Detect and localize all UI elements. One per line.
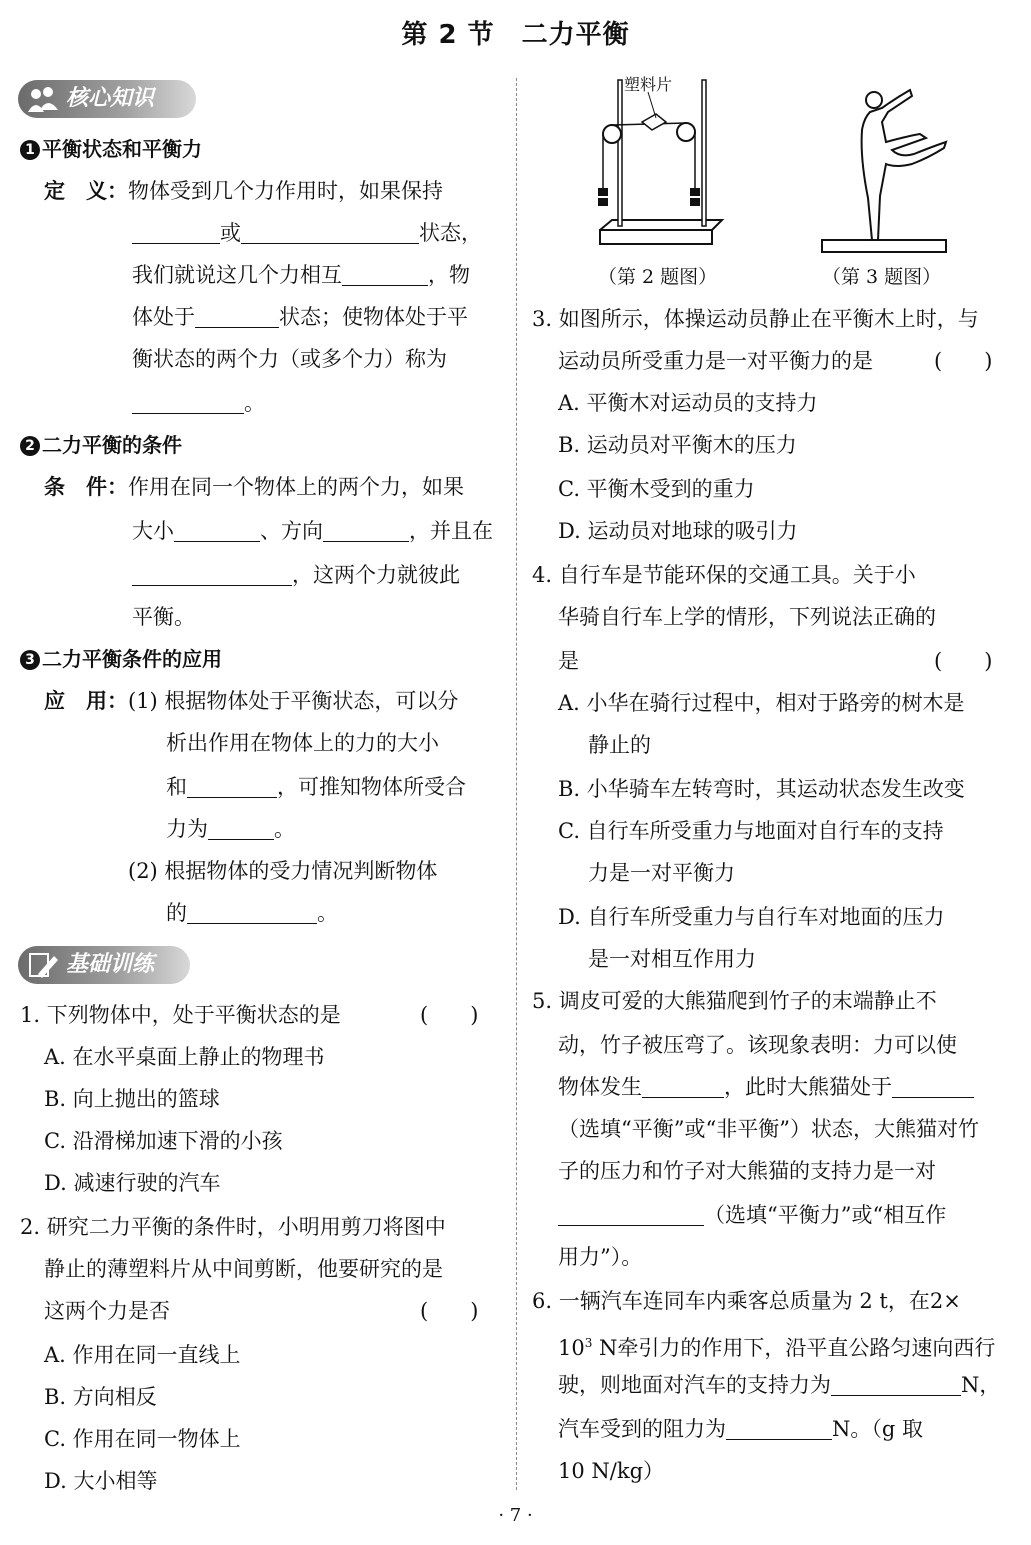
q4-option-c-2: 力是一对平衡力 bbox=[588, 861, 735, 885]
q1-answer-paren: ( ) bbox=[420, 1003, 479, 1027]
text: 10 bbox=[558, 1336, 585, 1360]
blank bbox=[558, 1201, 704, 1226]
app-line-2: 析出作用在物体上的力的大小 bbox=[166, 731, 439, 755]
blank bbox=[892, 1073, 974, 1098]
text: 作用在同一个物体上的两个力，如果 bbox=[128, 475, 464, 499]
q6-line-5: 10 N/kg） bbox=[558, 1459, 665, 1483]
q4-option-d-2: 是一对相互作用力 bbox=[588, 947, 756, 971]
text: 体处于 bbox=[132, 305, 195, 329]
q6-line-1: 6. 一辆汽车连同车内乘客总质量为 2 t，在2× bbox=[532, 1289, 961, 1313]
text: 物体发生 bbox=[558, 1075, 642, 1099]
q3-option-b: B. 运动员对平衡木的压力 bbox=[558, 433, 797, 457]
q4-option-a-1: A. 小华在骑行过程中，相对于路旁的树木是 bbox=[558, 691, 965, 715]
heading-1 bbox=[20, 128, 202, 170]
page-number: · 7 · bbox=[498, 1505, 533, 1526]
text: 的 bbox=[166, 901, 187, 925]
q6-line-4 bbox=[558, 1408, 923, 1450]
q4-option-b: B. 小华骑车左转弯时，其运动状态发生改变 bbox=[558, 777, 965, 801]
q6-line-2 bbox=[558, 1322, 995, 1369]
q3-option-a: A. 平衡木对运动员的支持力 bbox=[558, 391, 818, 415]
q3-option-d: D. 运动员对地球的吸引力 bbox=[558, 519, 798, 543]
blank bbox=[187, 773, 277, 798]
cond-line-2 bbox=[132, 510, 493, 552]
heading-text: 二力平衡的条件 bbox=[42, 433, 182, 457]
superscript: 3 bbox=[584, 1336, 593, 1350]
def-label: 定 义： bbox=[44, 178, 128, 203]
blank bbox=[195, 303, 279, 328]
q4-stem-2: 华骑自行车上学的情形，下列说法正确的 bbox=[558, 605, 936, 629]
page-title: 第 2 节 二力平衡 bbox=[401, 20, 630, 50]
def-line-3 bbox=[132, 254, 470, 296]
blank bbox=[831, 1371, 961, 1396]
text: 。 bbox=[274, 817, 295, 841]
q1-option-b: B. 向上抛出的篮球 bbox=[44, 1087, 220, 1111]
text: 力为 bbox=[166, 817, 208, 841]
blank bbox=[241, 219, 419, 244]
app-line-3 bbox=[166, 766, 466, 808]
banner-text: 基础训练 bbox=[66, 952, 155, 977]
cond-label: 条 件： bbox=[44, 474, 128, 499]
text: 状态；使物体处于平 bbox=[279, 305, 468, 329]
q3-stem-2: 运动员所受重力是一对平衡力的是 bbox=[558, 349, 873, 373]
text: 和 bbox=[166, 775, 187, 799]
q2-option-b: B. 方向相反 bbox=[44, 1385, 157, 1409]
q3-stem-1: 3. 如图所示，体操运动员静止在平衡木上时，与 bbox=[532, 307, 979, 331]
text: 。 bbox=[317, 901, 338, 925]
text: N牵引力的作用下，沿平直公路匀速向西行 bbox=[592, 1336, 996, 1360]
heading-2 bbox=[20, 424, 182, 466]
heading-number: 1 bbox=[20, 140, 40, 160]
fig2-caption: （第 2 题图） bbox=[598, 266, 718, 288]
heading-text: 二力平衡条件的应用 bbox=[42, 647, 222, 671]
def-line-2 bbox=[132, 212, 482, 254]
blank bbox=[342, 261, 428, 286]
app-line-6 bbox=[166, 892, 338, 934]
q2-stem-1: 2. 研究二力平衡的条件时，小明用剪刀将图中 bbox=[20, 1215, 446, 1239]
blank bbox=[642, 1073, 724, 1098]
text: ，此时大熊猫处于 bbox=[724, 1075, 892, 1099]
q4-stem-3: 是 bbox=[558, 649, 579, 673]
heading-number: 2 bbox=[20, 436, 40, 456]
blank bbox=[187, 899, 317, 924]
q6-line-3 bbox=[558, 1364, 1000, 1406]
app-label: 应 用： bbox=[44, 688, 128, 713]
q2-option-d: D. 大小相等 bbox=[44, 1469, 158, 1493]
q1-stem: 1. 下列物体中，处于平衡状态的是 bbox=[20, 1003, 341, 1027]
text: 或 bbox=[220, 221, 241, 245]
text: 汽车受到的阻力为 bbox=[558, 1417, 726, 1441]
text: ，这两个力就彼此 bbox=[292, 563, 460, 587]
q3-option-c: C. 平衡木受到的重力 bbox=[558, 477, 755, 501]
text: （选填“平衡力”或“相互作 bbox=[704, 1203, 947, 1227]
q1-option-a: A. 在水平桌面上静止的物理书 bbox=[44, 1045, 325, 1069]
q4-answer-paren: ( ) bbox=[934, 649, 993, 673]
q2-option-c: C. 作用在同一物体上 bbox=[44, 1427, 241, 1451]
q4-option-c-1: C. 自行车所受重力与地面对自行车的支持 bbox=[558, 819, 944, 843]
q1-option-d: D. 减速行驶的汽车 bbox=[44, 1171, 221, 1195]
q2-stem-2: 静止的薄塑料片从中间剪断，他要研究的是 bbox=[44, 1257, 443, 1281]
heading-3 bbox=[20, 638, 222, 680]
q2-stem-3: 这两个力是否 bbox=[44, 1299, 170, 1323]
blank bbox=[174, 517, 260, 542]
text: ，可推知物体所受合 bbox=[277, 775, 466, 799]
text: 大小 bbox=[132, 519, 174, 543]
fig2-label: 塑料片 bbox=[624, 75, 673, 94]
app-line-5: (2) 根据物体的受力情况判断物体 bbox=[128, 859, 438, 883]
q5-line-7: 用力”）。 bbox=[558, 1245, 643, 1269]
text: N， bbox=[961, 1373, 1001, 1397]
q5-line-5: 子的压力和竹子对大熊猫的支持力是一对 bbox=[558, 1159, 936, 1183]
text: 状态， bbox=[419, 221, 482, 245]
blank bbox=[323, 517, 409, 542]
app-line-1 bbox=[44, 680, 458, 722]
text: 驶，则地面对汽车的支持力为 bbox=[558, 1373, 831, 1397]
text: 。 bbox=[244, 391, 265, 415]
app-line-4 bbox=[166, 808, 295, 850]
people-icon bbox=[26, 84, 60, 114]
text: 物体受到几个力作用时，如果保持 bbox=[128, 179, 443, 203]
q5-line-6 bbox=[558, 1194, 946, 1236]
fig2-apparatus bbox=[586, 70, 726, 260]
def-line-4 bbox=[132, 296, 468, 338]
def-line-5: 衡状态的两个力（或多个力）称为 bbox=[132, 347, 447, 371]
q3-answer-paren: ( ) bbox=[934, 349, 993, 373]
core-knowledge-banner bbox=[18, 80, 196, 118]
q5-line-4: （选填“平衡”或“非平衡”）状态，大熊猫对竹 bbox=[558, 1117, 979, 1141]
heading-number: 3 bbox=[20, 650, 40, 670]
text: N。（g 取 bbox=[832, 1417, 923, 1441]
cond-line-1 bbox=[44, 466, 464, 508]
heading-text: 平衡状态和平衡力 bbox=[42, 137, 202, 161]
cond-line-4: 平衡。 bbox=[132, 605, 195, 629]
text: (1) 根据物体处于平衡状态，可以分 bbox=[128, 689, 459, 713]
text: ，物 bbox=[428, 263, 470, 287]
column-divider bbox=[516, 78, 517, 1490]
basic-training-banner bbox=[18, 946, 190, 984]
q2-answer-paren: ( ) bbox=[420, 1299, 479, 1323]
def-line-1 bbox=[44, 170, 443, 212]
blank bbox=[726, 1415, 832, 1440]
q4-option-a-2: 静止的 bbox=[588, 733, 651, 757]
q5-line-3 bbox=[558, 1066, 974, 1108]
cond-line-3 bbox=[132, 554, 460, 596]
q5-line-2: 动，竹子被压弯了。该现象表明：力可以使 bbox=[558, 1033, 957, 1057]
q1-option-c: C. 沿滑梯加速下滑的小孩 bbox=[44, 1129, 283, 1153]
text: ，并且在 bbox=[409, 519, 493, 543]
blank bbox=[132, 389, 244, 414]
def-line-6 bbox=[132, 382, 265, 424]
fig3-gymnast bbox=[816, 78, 952, 258]
pencil-icon bbox=[26, 950, 60, 980]
blank bbox=[132, 561, 292, 586]
text: 、方向 bbox=[260, 519, 323, 543]
banner-text: 核心知识 bbox=[66, 86, 155, 111]
text: 我们就说这几个力相互 bbox=[132, 263, 342, 287]
q4-stem-1: 4. 自行车是节能环保的交通工具。关于小 bbox=[532, 563, 916, 587]
q5-line-1: 5. 调皮可爱的大熊猫爬到竹子的末端静止不 bbox=[532, 989, 937, 1013]
fig3-caption: （第 3 题图） bbox=[822, 266, 942, 288]
q2-option-a: A. 作用在同一直线上 bbox=[44, 1343, 241, 1367]
blank bbox=[132, 219, 220, 244]
q4-option-d-1: D. 自行车所受重力与自行车对地面的压力 bbox=[558, 905, 945, 929]
blank bbox=[208, 815, 274, 840]
